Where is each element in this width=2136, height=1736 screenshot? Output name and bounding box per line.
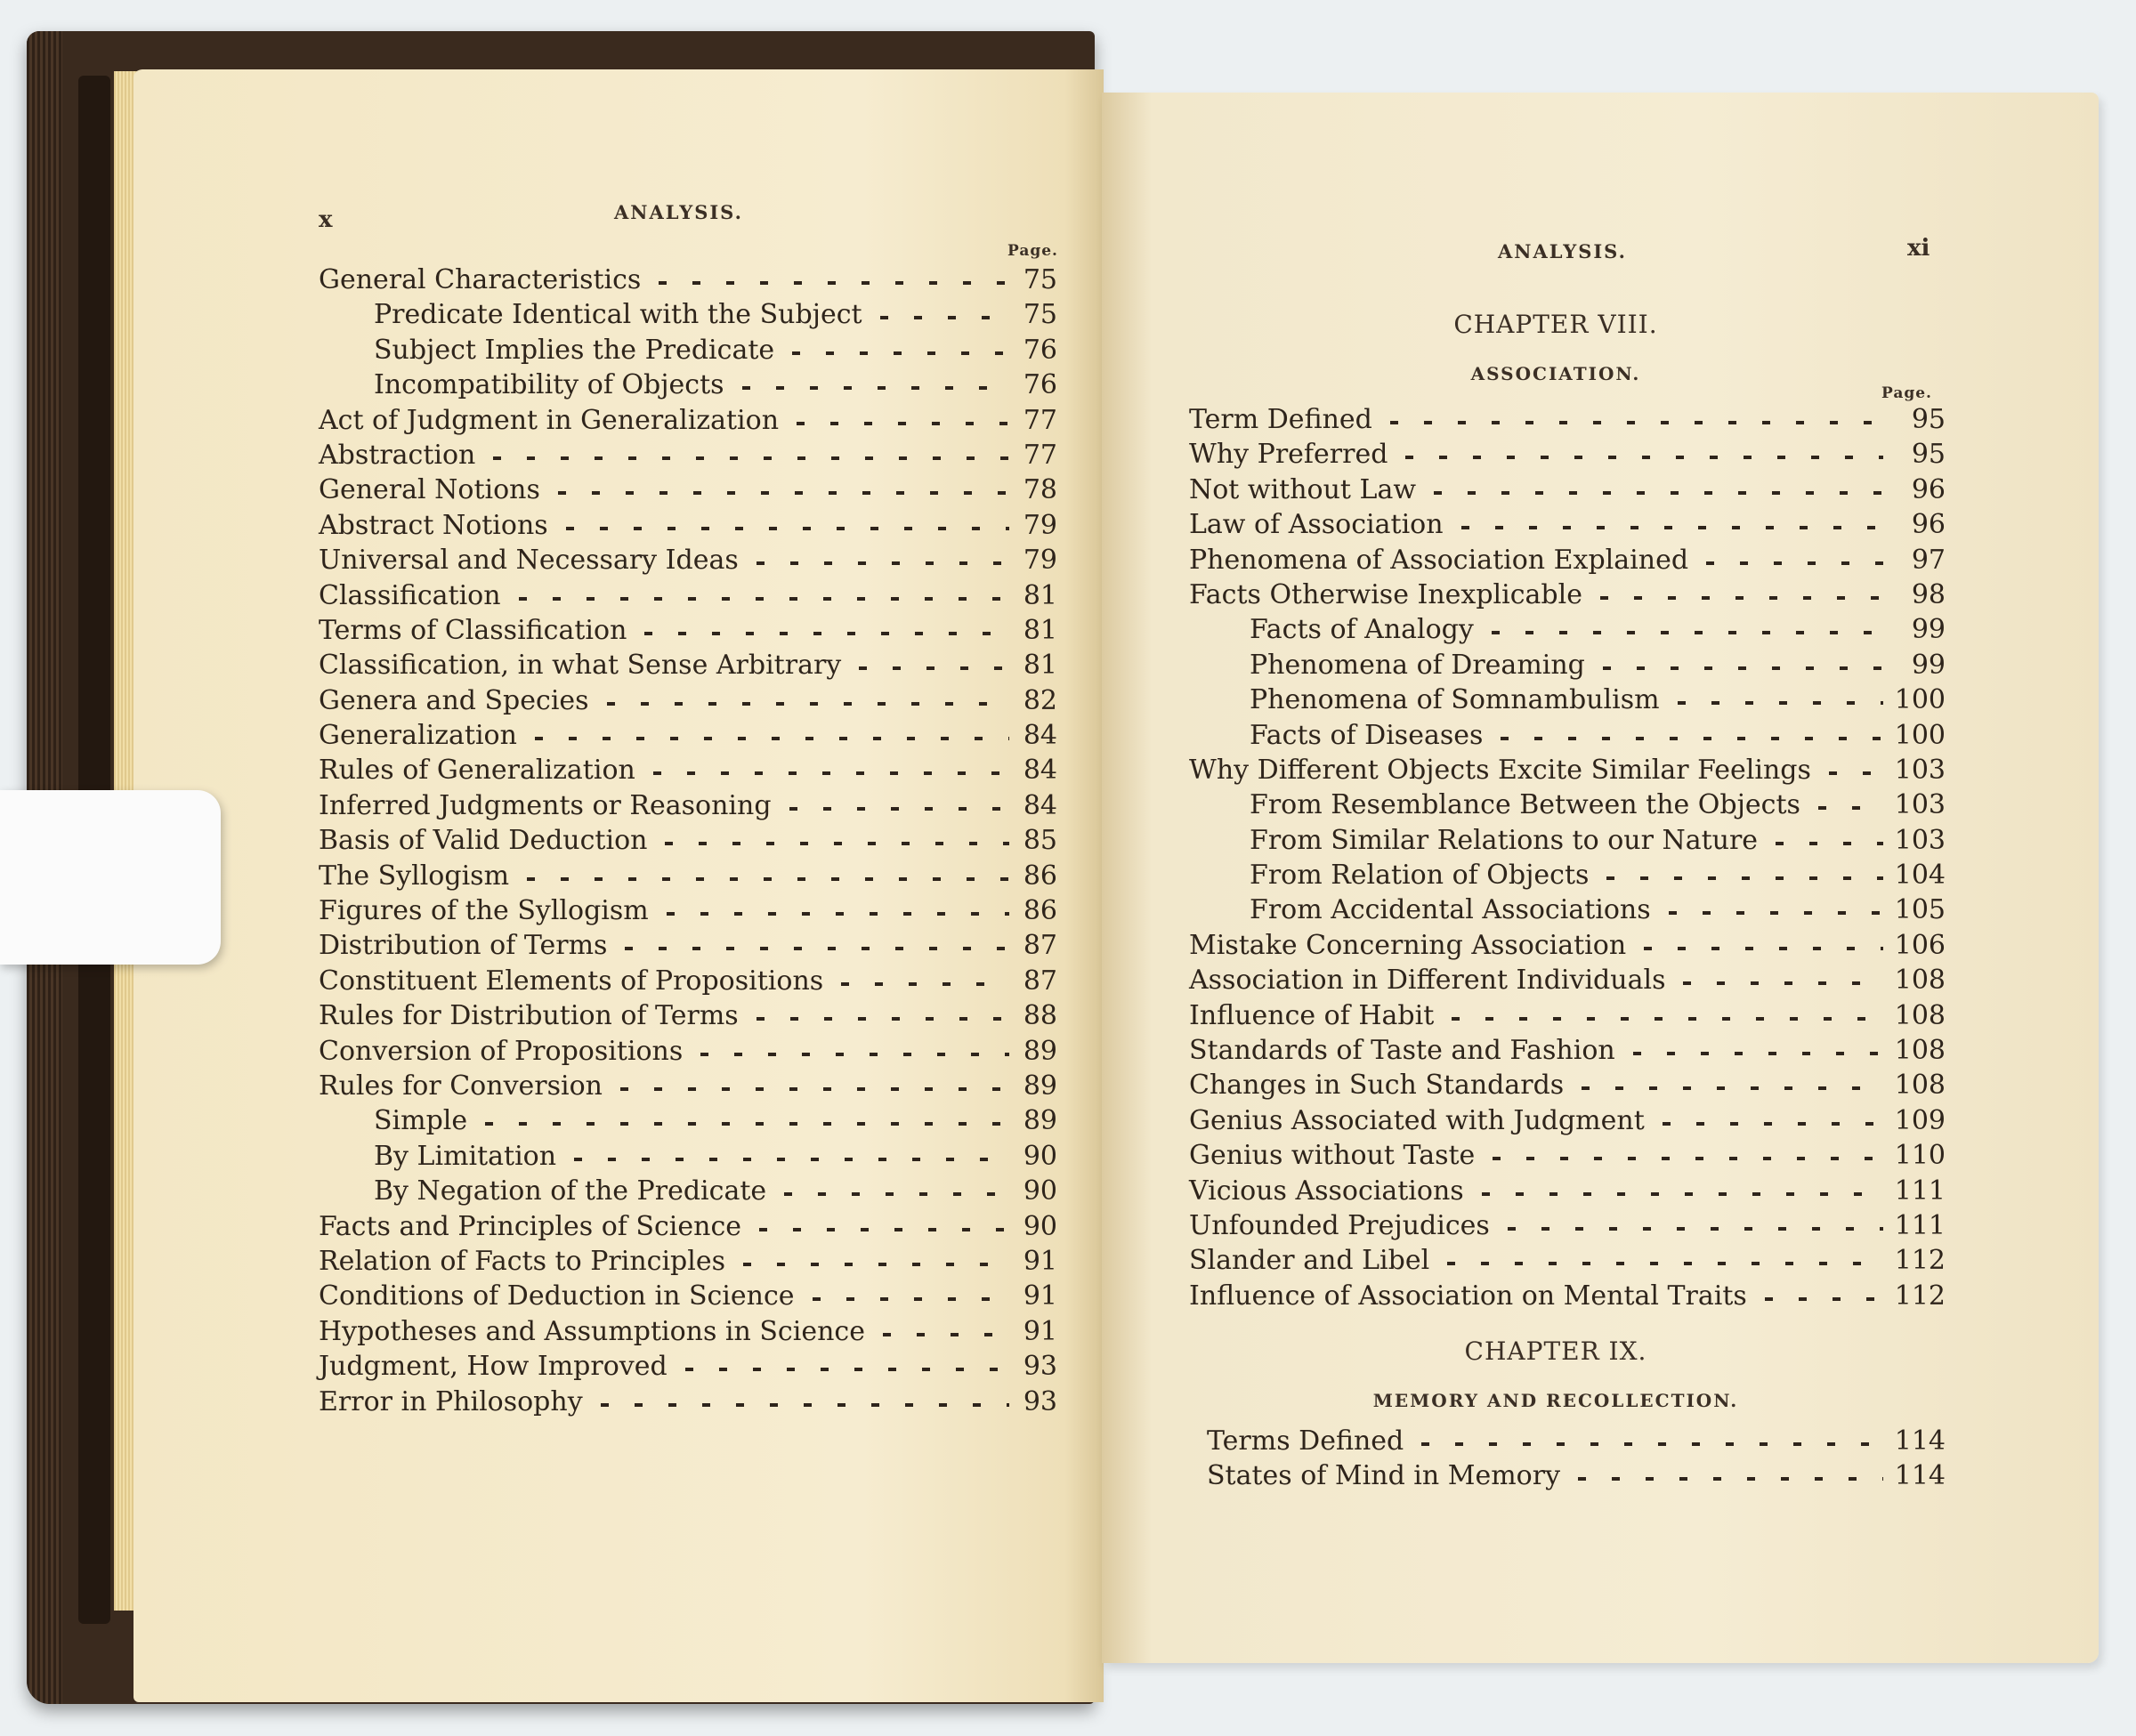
toc-entry [1189,472,1946,507]
toc-entry-title: Standards of Taste and Fashion [1189,1035,1615,1067]
dot-leader [742,386,1009,390]
toc-entry-page: 99 [1911,649,1946,681]
dot-leader [493,456,1009,460]
toc-entry [319,718,1057,753]
dot-leader [644,632,1009,635]
toc-entry-title: Basis of Valid Deduction [319,825,648,857]
chapter-viii-subject: ASSOCIATION. [1470,363,1641,384]
toc-entry [1189,1033,1946,1068]
toc-entry-page: 75 [1023,264,1057,295]
toc-entry [1189,718,1946,753]
toc-entry-title: General Characteristics [319,264,642,295]
toc-entry-title: General Notions [319,474,540,506]
toc-entry-page: 99 [1911,614,1946,646]
toc-entry-title: Conditions of Deduction in Science [319,1280,795,1312]
toc-entry [319,964,1057,998]
toc-entry-page: 97 [1911,544,1946,576]
toc-entry [319,578,1057,613]
toc-entry-page: 103 [1894,789,1946,821]
toc-entry-title: Classification, in what Sense Arbitrary [319,650,842,682]
page-clip [0,790,221,965]
dot-leader [1683,981,1883,985]
toc-entry-page: 112 [1894,1245,1946,1277]
toc-entry [1189,1068,1946,1102]
toc-entry-page: 81 [1023,614,1057,646]
toc-entry [319,1385,1057,1419]
toc-entry-page: 78 [1023,474,1057,506]
toc-entry [1189,998,1946,1033]
toc-entry-title: Vicious Associations [1189,1175,1464,1207]
toc-entry [1189,928,1946,963]
toc-entry-title: Genius without Taste [1189,1140,1476,1172]
toc-entry-title: Simple [374,1105,468,1137]
toc-entry-title: The Syllogism [319,860,510,892]
toc-entry-page: 81 [1023,650,1057,682]
dot-leader [1492,631,1883,634]
toc-entry-page: 84 [1023,755,1057,787]
toc-entry [319,1279,1057,1313]
toc-entry-title: Inferred Judgments or Reasoning [319,789,772,821]
toc-entry [319,788,1057,823]
toc-entry-page: 77 [1023,439,1057,471]
toc-entry-title: Terms Defined [1207,1425,1404,1457]
dot-leader [1669,911,1883,915]
chapter-ix-heading: CHAPTER IX. [1464,1336,1647,1366]
toc-entry-title: Law of Association [1189,509,1444,541]
dot-leader [667,912,1009,916]
dot-leader [1663,1122,1883,1126]
dot-leader [1578,1477,1883,1481]
dot-leader [685,1368,1009,1371]
toc-entry [1189,437,1946,472]
toc-entry [319,998,1057,1033]
toc-entry-title: Rules of Generalization [319,755,635,787]
toc-entry [319,753,1057,787]
dot-leader [1461,526,1883,529]
dot-leader [1501,737,1883,740]
right-page-label: Page. [1881,384,1932,402]
toc-entry-page: 81 [1023,579,1057,611]
dot-leader [1452,1017,1883,1021]
toc-entry-page: 104 [1894,860,1946,892]
chapter-viii-heading: CHAPTER VIII. [1453,310,1658,339]
toc-entry-title: Genera and Species [319,684,589,716]
toc-entry-page: 114 [1894,1460,1946,1492]
toc-entry [1189,1174,1946,1208]
dot-leader [1600,596,1883,600]
dot-leader [527,877,1009,881]
dot-leader [841,982,1009,986]
dot-leader [880,316,1009,319]
dot-leader [1706,561,1883,565]
toc-entry-title: Predicate Identical with the Subject [374,299,862,331]
toc-entry [319,1314,1057,1349]
dot-leader [1633,1052,1883,1055]
toc-entry-page: 95 [1911,404,1946,435]
toc-entry-title: Abstract Notions [319,509,548,541]
toc-entry-title: Judgment, How Improved [319,1351,668,1383]
toc-entry-page: 79 [1023,545,1057,577]
toc-entry [319,1103,1057,1138]
toc-entry-title: Rules for Distribution of Terms [319,1000,739,1032]
toc-entry-title: By Negation of the Predicate [374,1175,767,1207]
dot-leader [1765,1297,1883,1301]
toc-entry [1189,648,1946,682]
toc-entry-page: 76 [1023,334,1057,366]
toc-entry-title: From Accidental Associations [1250,894,1651,926]
dot-leader [625,947,1009,950]
dot-leader [700,1053,1009,1056]
toc-entry-page: 93 [1023,1351,1057,1383]
toc-entry-page: 87 [1023,930,1057,962]
toc-entry-title: Influence of Habit [1189,999,1435,1031]
toc-entry-page: 90 [1023,1175,1057,1207]
dot-leader [1390,421,1883,424]
toc-entry [1189,1243,1946,1278]
toc-entry-page: 96 [1911,509,1946,541]
toc-entry-page: 108 [1894,1070,1946,1102]
toc-entry [319,403,1057,438]
dot-leader [1447,1262,1883,1265]
left-page-label: Page. [1007,242,1058,260]
toc-entry [319,367,1057,402]
dot-leader [1818,806,1883,810]
toc-entry [319,333,1057,367]
toc-entry-page: 103 [1894,824,1946,856]
toc-entry [1189,787,1946,822]
toc-entry-page: 91 [1023,1315,1057,1347]
toc-entry [319,1139,1057,1174]
toc-entry-title: Association in Different Individuals [1189,965,1666,997]
toc-entry [1189,507,1946,542]
dot-leader [1678,701,1883,705]
dot-leader [859,666,1009,670]
toc-entry-title: Not without Law [1189,473,1417,505]
toc-entry-page: 84 [1023,720,1057,752]
toc-entry [319,1244,1057,1279]
dot-leader [485,1122,1009,1126]
toc-entry [1189,577,1946,612]
toc-entry-page: 82 [1023,684,1057,716]
toc-entry-page: 95 [1911,439,1946,471]
dot-leader [756,561,1009,565]
dot-leader [519,597,1009,601]
toc-entry [1189,612,1946,647]
dot-leader [792,351,1009,355]
toc-entry [319,683,1057,718]
dot-leader [659,281,1009,285]
dot-leader [653,771,1009,775]
dot-leader [759,1228,1009,1231]
toc-entry [1189,753,1946,787]
toc-entry [319,297,1057,332]
toc-entry-page: 89 [1023,1035,1057,1067]
toc-entry [1189,858,1946,892]
toc-entry-title: Unfounded Prejudices [1189,1209,1490,1241]
dot-leader [601,1403,1009,1407]
toc-entry-page: 109 [1894,1104,1946,1136]
dot-leader [1421,1442,1883,1446]
toc-entry-title: Universal and Necessary Ideas [319,545,739,577]
toc-entry-title: Generalization [319,720,517,752]
toc-entry-title: Facts Otherwise Inexplicable [1189,578,1582,610]
toc-entry-page: 88 [1023,1000,1057,1032]
chapter-viii-toc-list [1189,402,1946,1313]
toc-entry-title: Terms of Classification [319,614,627,646]
toc-entry-title: From Relation of Objects [1250,860,1590,892]
toc-entry-title: Slander and Libel [1189,1245,1430,1277]
toc-entry-title: Figures of the Syllogism [319,895,649,927]
toc-entry-page: 86 [1023,860,1057,892]
dot-leader [665,842,1009,845]
toc-entry-title: Phenomena of Dreaming [1250,649,1585,681]
toc-entry-page: 91 [1023,1245,1057,1277]
dot-leader [1482,1192,1883,1196]
toc-entry-page: 89 [1023,1105,1057,1137]
toc-entry-page: 93 [1023,1385,1057,1417]
toc-entry-page: 91 [1023,1280,1057,1312]
toc-entry [319,1034,1057,1069]
toc-entry-page: 87 [1023,965,1057,997]
toc-entry-title: Why Preferred [1189,439,1388,471]
dot-leader [1776,842,1883,845]
toc-entry-page: 96 [1911,473,1946,505]
dot-leader [784,1192,1009,1196]
toc-entry-title: Rules for Conversion [319,1070,603,1102]
toc-entry [319,1209,1057,1244]
dot-leader [1434,491,1883,495]
toc-entry [1189,1208,1946,1243]
toc-entry-page: 106 [1894,929,1946,961]
toc-entry-title: By Limitation [374,1140,557,1172]
toc-entry-title: Classification [319,579,501,611]
toc-entry-page: 86 [1023,895,1057,927]
dot-leader [1493,1157,1883,1160]
toc-entry-page: 114 [1894,1425,1946,1457]
toc-entry-title: Mistake Concerning Association [1189,929,1627,961]
toc-entry-page: 90 [1023,1210,1057,1242]
dot-leader [1405,456,1883,459]
toc-entry-page: 84 [1023,789,1057,821]
toc-entry [1189,823,1946,858]
toc-entry-page: 76 [1023,369,1057,401]
toc-entry-title: Constituent Elements of Propositions [319,965,824,997]
dot-leader [789,807,1009,811]
right-folio: xi [1907,235,1930,262]
toc-entry [1189,1103,1946,1138]
toc-entry-title: Facts of Analogy [1250,614,1474,646]
dot-leader [1644,947,1883,950]
toc-entry [1189,682,1946,717]
toc-entry [1189,963,1946,997]
toc-entry-page: 108 [1894,1035,1946,1067]
chapter-ix-subject: MEMORY AND RECOLLECTION. [1372,1390,1739,1411]
dot-leader [607,702,1009,706]
toc-entry-page: 112 [1894,1280,1946,1312]
dot-leader [813,1297,1009,1301]
toc-entry-page: 108 [1894,965,1946,997]
toc-entry [1207,1424,1946,1458]
dot-leader [756,1017,1009,1021]
toc-entry-page: 108 [1894,999,1946,1031]
toc-entry-page: 79 [1023,509,1057,541]
chapter-ix-toc-list [1207,1424,1946,1494]
toc-entry-title: From Similar Relations to our Nature [1250,824,1759,856]
toc-entry [319,262,1057,297]
toc-entry [319,1349,1057,1384]
dot-leader [743,1263,1009,1266]
toc-entry-title: Incompatibility of Objects [374,369,724,401]
toc-entry [319,823,1057,858]
toc-entry-title: From Resemblance Between the Objects [1250,789,1800,821]
dot-leader [1508,1227,1883,1231]
toc-entry-title: Subject Implies the Predicate [374,334,775,366]
toc-entry [319,472,1057,507]
toc-entry-title: Term Defined [1189,404,1372,435]
toc-entry [319,1069,1057,1103]
toc-entry-title: Why Different Objects Excite Similar Feelings [1189,754,1811,786]
toc-entry-title: Genius Associated with Judgment [1189,1104,1645,1136]
toc-entry-title: Distribution of Terms [319,930,608,962]
dot-leader [574,1158,1009,1161]
toc-entry-page: 110 [1894,1140,1946,1172]
dot-leader [797,422,1009,425]
toc-entry-title: Changes in Such Standards [1189,1070,1565,1102]
toc-entry-page: 100 [1894,719,1946,751]
toc-entry-title: Abstraction [319,439,476,471]
toc-entry-title: Error in Philosophy [319,1385,583,1417]
dot-leader [1582,1086,1883,1090]
toc-entry [319,613,1057,648]
toc-entry-title: States of Mind in Memory [1207,1460,1561,1492]
toc-entry-title: Phenomena of Somnambulism [1250,684,1660,716]
dot-leader [566,527,1009,530]
toc-entry-title: Facts of Diseases [1250,719,1484,751]
toc-entry-title: Influence of Association on Mental Traits [1189,1280,1747,1312]
toc-entry [319,508,1057,543]
dot-leader [620,1087,1009,1091]
toc-entry [1189,892,1946,927]
left-toc-list [319,262,1057,1419]
toc-entry-title: Facts and Principles of Science [319,1210,742,1242]
toc-entry-title: Hypotheses and Assumptions in Science [319,1315,865,1347]
toc-entry-title: Act of Judgment in Generalization [319,404,780,436]
toc-entry [1189,543,1946,577]
toc-entry [319,893,1057,928]
toc-entry-page: 89 [1023,1070,1057,1102]
left-folio: x [319,206,333,233]
toc-entry [1189,1279,1946,1313]
toc-entry-page: 105 [1894,894,1946,926]
dot-leader [1603,666,1883,670]
toc-entry [319,859,1057,893]
dot-leader [558,491,1009,495]
toc-entry [319,1174,1057,1208]
dot-leader [1606,876,1883,880]
toc-entry-title: Phenomena of Association Explained [1189,544,1689,576]
toc-entry [319,648,1057,682]
toc-entry [1189,402,1946,437]
toc-entry-page: 98 [1911,578,1946,610]
toc-entry-title: Relation of Facts to Principles [319,1245,725,1277]
toc-entry-page: 100 [1894,684,1946,716]
right-running-head: ANALYSIS. [1498,240,1627,262]
toc-entry [319,438,1057,472]
left-running-head: ANALYSIS. [614,201,743,223]
toc-entry-page: 111 [1894,1209,1946,1241]
toc-entry-page: 85 [1023,825,1057,857]
toc-entry [1189,1138,1946,1173]
toc-entry [319,543,1057,577]
toc-entry-title: Conversion of Propositions [319,1035,684,1067]
dot-leader [535,737,1009,740]
toc-entry-page: 77 [1023,404,1057,436]
toc-entry-page: 90 [1023,1140,1057,1172]
toc-entry-page: 75 [1023,299,1057,331]
toc-entry-page: 111 [1894,1175,1946,1207]
dot-leader [883,1333,1009,1336]
toc-entry [319,928,1057,963]
dot-leader [1829,771,1883,775]
toc-entry-page: 103 [1894,754,1946,786]
toc-entry [1207,1458,1946,1493]
